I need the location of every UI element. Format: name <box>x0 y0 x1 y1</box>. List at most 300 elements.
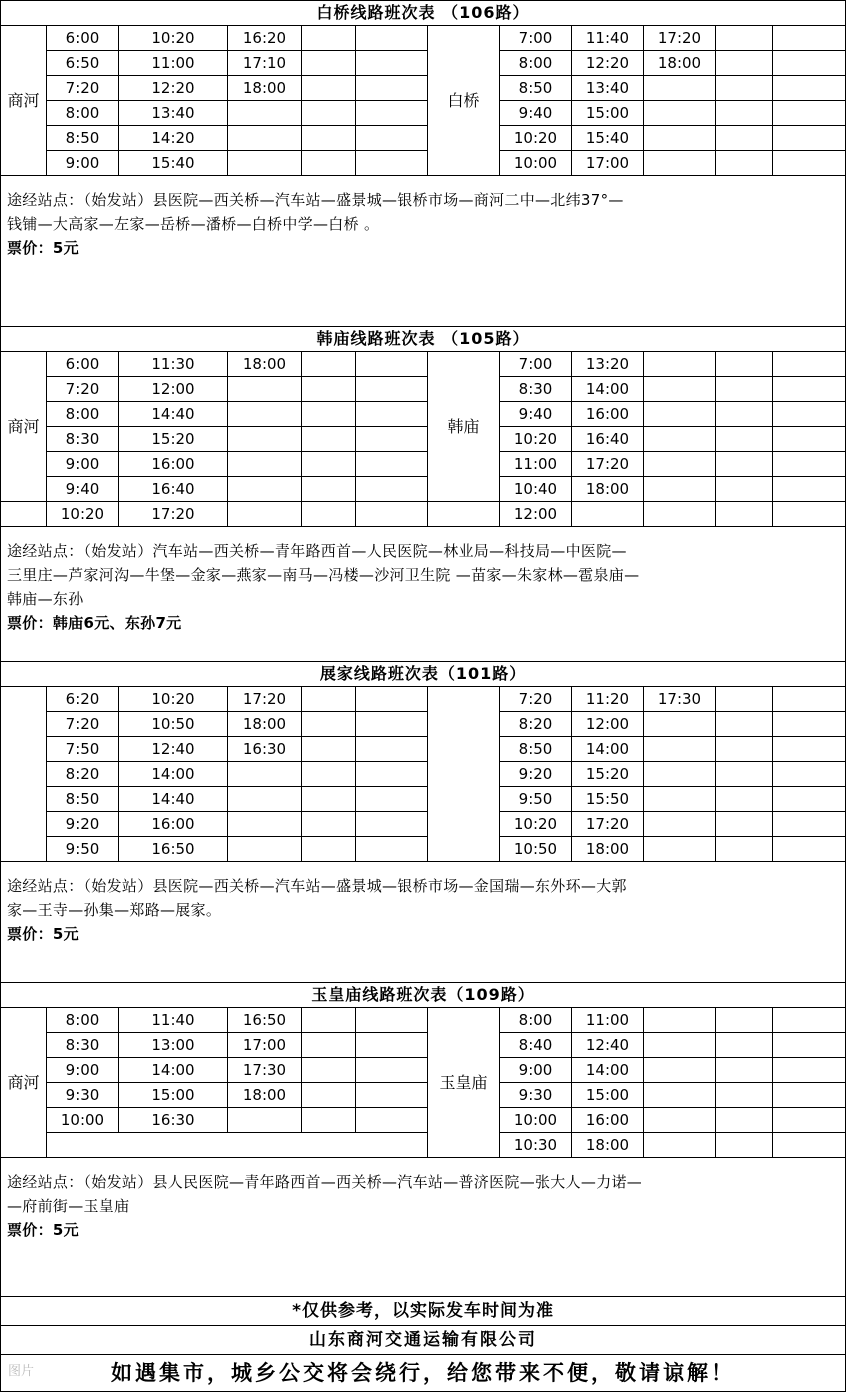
departure-time <box>356 151 428 176</box>
return-time <box>716 452 773 477</box>
departure-time <box>228 502 302 527</box>
departure-time <box>228 402 302 427</box>
return-time: 16:00 <box>572 402 644 427</box>
return-time: 12:00 <box>500 502 572 527</box>
departure-time <box>228 762 302 787</box>
departure-time <box>228 377 302 402</box>
departure-time <box>356 502 428 527</box>
departure-time: 17:00 <box>228 1033 302 1058</box>
departure-time: 7:20 <box>47 377 119 402</box>
return-time <box>644 1083 716 1108</box>
departure-time: 15:20 <box>119 427 228 452</box>
departure-time <box>302 502 356 527</box>
return-time <box>773 1008 846 1033</box>
route-info <box>1 176 846 327</box>
departure-time: 8:00 <box>47 1008 119 1033</box>
departure-time <box>356 101 428 126</box>
route-title: 韩庙线路班次表 （105路） <box>1 327 846 352</box>
departure-time <box>302 762 356 787</box>
route-title: 展家线路班次表（101路） <box>1 662 846 687</box>
return-time <box>773 837 846 862</box>
departure-time <box>228 427 302 452</box>
return-time <box>644 1133 716 1158</box>
return-time <box>644 1058 716 1083</box>
departure-time <box>356 687 428 712</box>
departure-time <box>302 76 356 101</box>
return-time: 9:00 <box>500 1058 572 1083</box>
origin-station: 商河 <box>1 352 47 502</box>
return-time: 13:40 <box>572 76 644 101</box>
departure-time: 8:00 <box>47 101 119 126</box>
return-time: 7:00 <box>500 352 572 377</box>
stops-text: 途经站点：（始发站）县医院—西关桥—汽车站—盛景城—银桥市场—商河二中—北纬37°— <box>7 191 624 209</box>
departure-time <box>356 762 428 787</box>
origin-station: 商河 <box>1 1008 47 1158</box>
return-time <box>716 51 773 76</box>
departure-time: 8:50 <box>47 126 119 151</box>
table-row <box>1 402 846 427</box>
departure-time: 11:00 <box>119 51 228 76</box>
return-time <box>773 1033 846 1058</box>
return-time <box>644 1033 716 1058</box>
departure-time <box>356 452 428 477</box>
departure-time: 6:20 <box>47 687 119 712</box>
departure-time: 6:00 <box>47 26 119 51</box>
departure-time <box>356 787 428 812</box>
return-time <box>644 737 716 762</box>
departure-time: 16:40 <box>119 477 228 502</box>
departure-time: 14:20 <box>119 126 228 151</box>
return-time <box>773 51 846 76</box>
departure-time <box>356 1008 428 1033</box>
return-time <box>644 427 716 452</box>
departure-time: 18:00 <box>228 76 302 101</box>
table-row <box>1 427 846 452</box>
departure-time <box>302 101 356 126</box>
table-row <box>1 1083 846 1108</box>
departure-time: 11:40 <box>119 1008 228 1033</box>
return-time <box>773 76 846 101</box>
departure-time <box>302 151 356 176</box>
return-time <box>644 812 716 837</box>
departure-time: 8:30 <box>47 427 119 452</box>
return-time: 12:20 <box>572 51 644 76</box>
return-time: 10:00 <box>500 151 572 176</box>
return-time: 18:00 <box>572 1133 644 1158</box>
stops-text: 途经站点：（始发站）县医院—西关桥—汽车站—盛景城—银桥市场—金国瑞—东外环—大郭 <box>7 877 627 895</box>
departure-time <box>356 126 428 151</box>
return-time <box>716 812 773 837</box>
return-time: 16:40 <box>572 427 644 452</box>
departure-time: 10:20 <box>47 502 119 527</box>
departure-time: 17:20 <box>119 502 228 527</box>
stops-text: 韩庙—东孙 <box>7 590 84 608</box>
return-time <box>716 402 773 427</box>
destination-station: 白桥 <box>428 26 500 176</box>
return-time <box>773 26 846 51</box>
departure-time <box>302 402 356 427</box>
return-time <box>716 502 773 527</box>
route-info <box>1 1158 846 1297</box>
return-time <box>716 477 773 502</box>
departure-time <box>302 452 356 477</box>
fare-text: 票价：5元 <box>7 239 79 257</box>
return-time <box>773 151 846 176</box>
departure-time <box>228 787 302 812</box>
departure-time: 15:00 <box>119 1083 228 1108</box>
departure-time: 16:50 <box>119 837 228 862</box>
return-time: 15:00 <box>572 101 644 126</box>
return-time <box>716 427 773 452</box>
table-row <box>1 377 846 402</box>
return-time <box>716 1108 773 1133</box>
return-time: 14:00 <box>572 737 644 762</box>
return-time <box>773 787 846 812</box>
return-time: 9:40 <box>500 402 572 427</box>
return-time: 17:30 <box>644 687 716 712</box>
return-time <box>644 76 716 101</box>
departure-time: 9:20 <box>47 812 119 837</box>
stops-text: —府前街—玉皇庙 <box>7 1197 130 1215</box>
table-row <box>1 1133 846 1158</box>
return-time: 10:40 <box>500 477 572 502</box>
departure-time <box>302 1033 356 1058</box>
return-time <box>644 837 716 862</box>
return-time <box>773 427 846 452</box>
return-time: 8:00 <box>500 51 572 76</box>
return-time <box>773 402 846 427</box>
table-row <box>1 687 846 712</box>
return-time <box>773 1108 846 1133</box>
departure-time: 15:40 <box>119 151 228 176</box>
return-time <box>716 26 773 51</box>
table-row <box>1 1008 846 1033</box>
return-time <box>773 377 846 402</box>
destination-blank <box>428 502 500 527</box>
departure-time: 16:00 <box>119 812 228 837</box>
departure-time <box>356 1083 428 1108</box>
return-time: 8:30 <box>500 377 572 402</box>
return-time: 9:20 <box>500 762 572 787</box>
departure-time <box>356 1033 428 1058</box>
departure-time: 7:50 <box>47 737 119 762</box>
departure-time <box>302 1083 356 1108</box>
return-time <box>644 712 716 737</box>
departure-time: 10:50 <box>119 712 228 737</box>
table-row <box>1 51 846 76</box>
return-time: 9:40 <box>500 101 572 126</box>
detour-notice: 如遇集市，城乡公交将会绕行，给您带来不便，敬请谅解！ <box>1 1355 846 1392</box>
departure-time <box>302 427 356 452</box>
departure-time <box>302 477 356 502</box>
destination-station <box>428 687 500 862</box>
return-time <box>773 712 846 737</box>
departure-time <box>228 101 302 126</box>
table-row <box>1 76 846 101</box>
return-time <box>773 126 846 151</box>
table-row <box>1 837 846 862</box>
departure-time <box>356 1108 428 1133</box>
departure-time: 9:40 <box>47 477 119 502</box>
departure-time: 18:00 <box>228 352 302 377</box>
departure-time: 18:00 <box>228 712 302 737</box>
departure-time <box>356 26 428 51</box>
table-row <box>1 101 846 126</box>
watermark: 图片 <box>8 1364 35 1379</box>
departure-time: 6:50 <box>47 51 119 76</box>
table-row <box>1 787 846 812</box>
table-row <box>1 1058 846 1083</box>
departure-time: 16:50 <box>228 1008 302 1033</box>
departure-time: 7:20 <box>47 76 119 101</box>
return-time <box>644 352 716 377</box>
departure-time <box>302 712 356 737</box>
return-time: 18:00 <box>572 477 644 502</box>
return-time <box>716 151 773 176</box>
company-name: 山东商河交通运输有限公司 <box>1 1326 846 1355</box>
origin-station: 商河 <box>1 26 47 176</box>
route-title: 玉皇庙线路班次表（109路） <box>1 983 846 1008</box>
departure-time: 9:00 <box>47 1058 119 1083</box>
departure-time: 14:00 <box>119 762 228 787</box>
departure-time: 16:30 <box>119 1108 228 1133</box>
departure-time: 17:10 <box>228 51 302 76</box>
return-time: 18:00 <box>644 51 716 76</box>
return-time <box>644 402 716 427</box>
return-time: 10:20 <box>500 427 572 452</box>
return-time: 8:00 <box>500 1008 572 1033</box>
return-time <box>716 126 773 151</box>
departure-time <box>356 377 428 402</box>
return-time: 9:30 <box>500 1083 572 1108</box>
return-time: 11:00 <box>572 1008 644 1033</box>
table-row <box>1 352 846 377</box>
table-row <box>1 762 846 787</box>
departure-time <box>302 1058 356 1083</box>
fare-text: 票价：5元 <box>7 925 79 943</box>
return-time: 14:00 <box>572 377 644 402</box>
return-time: 8:50 <box>500 737 572 762</box>
departure-time <box>228 126 302 151</box>
departure-time: 10:20 <box>119 26 228 51</box>
return-time: 8:40 <box>500 1033 572 1058</box>
departure-time <box>356 427 428 452</box>
table-row <box>1 126 846 151</box>
departure-time: 13:00 <box>119 1033 228 1058</box>
return-time: 16:00 <box>572 1108 644 1133</box>
table-row <box>1 26 846 51</box>
table-row <box>1 1108 846 1133</box>
departure-time <box>302 1108 356 1133</box>
return-time: 15:20 <box>572 762 644 787</box>
fare-text: 票价：韩庙6元、东孙7元 <box>7 614 182 632</box>
return-time <box>716 1033 773 1058</box>
return-time <box>644 151 716 176</box>
return-time <box>773 101 846 126</box>
table-row <box>1 1033 846 1058</box>
departure-time <box>356 477 428 502</box>
return-time: 7:00 <box>500 26 572 51</box>
return-time <box>644 452 716 477</box>
return-time <box>773 502 846 527</box>
stops-text: 家—王寺—孙集—郑路—展家。 <box>7 901 222 919</box>
departure-time <box>228 477 302 502</box>
return-time <box>644 126 716 151</box>
origin-station <box>1 687 47 862</box>
return-time <box>644 1108 716 1133</box>
return-time <box>644 1008 716 1033</box>
return-time: 15:00 <box>572 1083 644 1108</box>
return-time: 10:00 <box>500 1108 572 1133</box>
table-row <box>1 151 846 176</box>
return-time <box>773 352 846 377</box>
return-time: 9:50 <box>500 787 572 812</box>
return-time <box>716 377 773 402</box>
return-time <box>716 1058 773 1083</box>
departure-time <box>356 51 428 76</box>
return-time <box>644 477 716 502</box>
return-time: 10:20 <box>500 126 572 151</box>
departure-time: 10:20 <box>119 687 228 712</box>
return-time <box>773 477 846 502</box>
departure-time: 17:20 <box>228 687 302 712</box>
departure-time: 12:40 <box>119 737 228 762</box>
departure-time <box>302 787 356 812</box>
return-time <box>773 1058 846 1083</box>
departure-time: 18:00 <box>228 1083 302 1108</box>
return-time: 11:20 <box>572 687 644 712</box>
destination-station: 韩庙 <box>428 352 500 502</box>
stops-text: 钱铺—大高家—左家—岳桥—潘桥—白桥中学—白桥 。 <box>7 215 380 233</box>
return-time: 11:40 <box>572 26 644 51</box>
departure-time <box>356 352 428 377</box>
departure-time <box>302 126 356 151</box>
return-time: 10:30 <box>500 1133 572 1158</box>
route-info <box>1 862 846 983</box>
departure-time <box>228 452 302 477</box>
departure-time <box>302 26 356 51</box>
departure-time: 16:20 <box>228 26 302 51</box>
return-time <box>716 1008 773 1033</box>
return-time <box>644 377 716 402</box>
return-time: 7:20 <box>500 687 572 712</box>
departure-time: 12:20 <box>119 76 228 101</box>
return-time: 11:00 <box>500 452 572 477</box>
return-time <box>773 737 846 762</box>
return-time: 17:20 <box>572 812 644 837</box>
return-time <box>716 687 773 712</box>
return-time: 8:20 <box>500 712 572 737</box>
departure-time <box>356 402 428 427</box>
return-time <box>716 1133 773 1158</box>
departure-time <box>356 837 428 862</box>
destination-station: 玉皇庙 <box>428 1008 500 1158</box>
return-time <box>716 1083 773 1108</box>
departure-time: 6:00 <box>47 352 119 377</box>
departure-time <box>356 812 428 837</box>
return-time <box>773 812 846 837</box>
departure-time: 14:40 <box>119 787 228 812</box>
departure-time <box>228 151 302 176</box>
departure-time: 8:20 <box>47 762 119 787</box>
return-time <box>716 837 773 862</box>
return-time <box>716 352 773 377</box>
departure-empty <box>47 1133 428 1158</box>
departure-time <box>302 837 356 862</box>
departure-time: 9:50 <box>47 837 119 862</box>
departure-time <box>228 1108 302 1133</box>
departure-time <box>302 1008 356 1033</box>
departure-time <box>228 812 302 837</box>
return-time <box>716 737 773 762</box>
stops-text: 途经站点：（始发站）县人民医院—青年路西首—西关桥—汽车站—普济医院—张大人—力诺— <box>7 1173 643 1191</box>
return-time <box>716 787 773 812</box>
return-time: 13:20 <box>572 352 644 377</box>
origin-blank <box>1 502 47 527</box>
departure-time: 13:40 <box>119 101 228 126</box>
table-row <box>1 712 846 737</box>
return-time <box>773 1133 846 1158</box>
return-time: 10:50 <box>500 837 572 862</box>
departure-time: 9:00 <box>47 452 119 477</box>
departure-time: 8:00 <box>47 402 119 427</box>
stops-text: 三里庄—芦家河沟—牛堡—金家—燕家—南马—冯楼—沙河卫生院 —苗家—朱家林—雹泉庙— <box>7 566 640 584</box>
table-row <box>1 737 846 762</box>
return-time: 8:50 <box>500 76 572 101</box>
departure-time: 16:00 <box>119 452 228 477</box>
return-time: 17:20 <box>644 26 716 51</box>
table-row <box>1 502 846 527</box>
route-info <box>1 527 846 662</box>
stops-text: 途经站点：（始发站）汽车站—西关桥—青年路西首—人民医院—林业局—科技局—中医院— <box>7 542 627 560</box>
departure-time <box>302 377 356 402</box>
departure-time: 7:20 <box>47 712 119 737</box>
return-time <box>572 502 644 527</box>
return-time <box>716 712 773 737</box>
departure-time: 9:30 <box>47 1083 119 1108</box>
return-time: 17:20 <box>572 452 644 477</box>
return-time <box>644 787 716 812</box>
return-time: 12:00 <box>572 712 644 737</box>
footer-note: *仅供参考，以实际发车时间为准 <box>1 1297 846 1326</box>
departure-time <box>356 76 428 101</box>
departure-time <box>302 51 356 76</box>
return-time <box>716 76 773 101</box>
departure-time <box>356 712 428 737</box>
departure-time: 10:00 <box>47 1108 119 1133</box>
return-time <box>716 762 773 787</box>
table-row <box>1 477 846 502</box>
departure-time <box>356 1058 428 1083</box>
route-title: 白桥线路班次表 （106路） <box>1 1 846 26</box>
return-time: 17:00 <box>572 151 644 176</box>
departure-time: 8:50 <box>47 787 119 812</box>
departure-time: 8:30 <box>47 1033 119 1058</box>
return-time <box>773 762 846 787</box>
return-time <box>644 101 716 126</box>
return-time <box>644 502 716 527</box>
return-time <box>773 687 846 712</box>
departure-time <box>302 737 356 762</box>
return-time <box>773 452 846 477</box>
return-time: 12:40 <box>572 1033 644 1058</box>
departure-time: 14:00 <box>119 1058 228 1083</box>
return-time: 15:50 <box>572 787 644 812</box>
departure-time <box>302 352 356 377</box>
departure-time <box>228 837 302 862</box>
departure-time: 11:30 <box>119 352 228 377</box>
return-time: 10:20 <box>500 812 572 837</box>
